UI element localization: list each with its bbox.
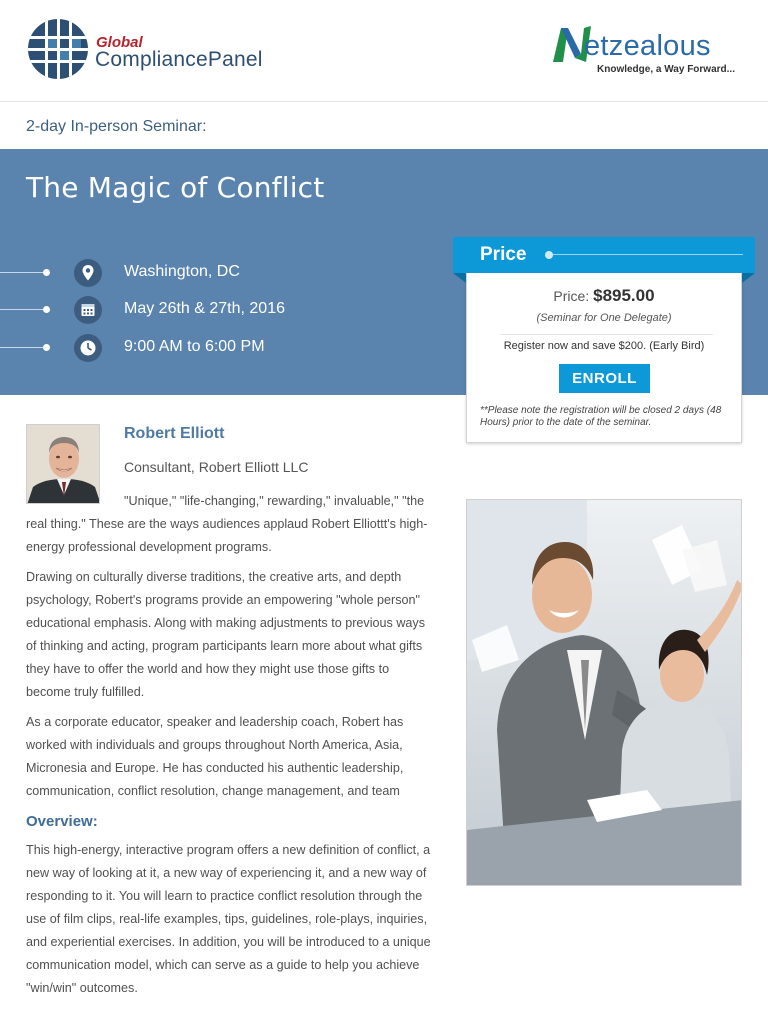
price-ribbon-line xyxy=(548,254,743,255)
price-ribbon xyxy=(453,237,755,273)
registration-disclaimer: **Please note the registration will be closed 2 days (48 Hours) prior to the date of the seminar. xyxy=(480,405,722,428)
overview-paragraph: This high-energy, interactive program offers a new definition of conflict, a new way of looking at it, a new way of experiencing it, and a new way of responding to it. You will learn to practice conflict resolution through the use of film clips, real-life examples, tips, guidelines, role-plays, inquiries, and experiential exercises. In addition, you will be introduced to a unique communication model, which can serve as a guide to help you achieve "win/win" outcomes. xyxy=(26,843,431,995)
timeline-line xyxy=(0,347,46,348)
seminar-type-label: 2-day In-person Seminar: xyxy=(26,118,207,135)
price-ribbon-fold-right xyxy=(742,273,755,283)
calendar-icon xyxy=(74,296,102,324)
seminar-title: The Magic of Conflict xyxy=(26,171,325,204)
dates-text: May 26th & 27th, 2016 xyxy=(124,300,285,317)
clock-icon xyxy=(74,334,102,362)
map-pin-icon xyxy=(74,259,102,287)
brand-panel-text: CompliancePanel xyxy=(95,48,263,71)
price-ribbon-dot xyxy=(545,251,553,259)
price-label: Price: xyxy=(553,288,590,304)
netzealous-tagline: Knowledge, a Way Forward... xyxy=(597,64,735,75)
early-bird-text: Register now and save $200. (Early Bird) xyxy=(503,340,705,352)
netzealous-logo[interactable] xyxy=(551,24,751,80)
price-ribbon-label: Price xyxy=(480,244,527,265)
price-card xyxy=(466,265,742,443)
timeline-line xyxy=(0,309,46,310)
timeline-line xyxy=(0,272,46,273)
location-text: Washington, DC xyxy=(124,263,240,280)
price-divider xyxy=(501,334,713,335)
overview-heading: Overview: xyxy=(26,813,98,830)
location-row xyxy=(0,259,420,287)
speaker-name: Robert Elliott xyxy=(124,425,225,442)
timeline-dot xyxy=(43,306,50,313)
global-compliance-panel-logo[interactable] xyxy=(26,17,276,83)
timeline-dot xyxy=(43,269,50,276)
price-value: $895.00 xyxy=(593,286,655,305)
timeline-dot xyxy=(43,344,50,351)
globe-logo-icon xyxy=(26,17,90,81)
time-text: 9:00 AM to 6:00 PM xyxy=(124,338,265,355)
price-ribbon-fold-left xyxy=(453,273,466,283)
price-amount xyxy=(467,286,741,306)
conflict-meeting-photo xyxy=(466,499,742,886)
speaker-bio-paragraph-3: As a corporate educator, speaker and leadership coach, Robert has worked with individuals and groups throughout North America, Asia, Micronesia and Europe. He has conducted his authentic leadership, communication, conflict resolution, change management, and team xyxy=(26,715,404,798)
speaker-bio-1-text: "Unique," "life-changing," rewarding," invaluable," "the real thing." These are the ways audiences applaud Robert Elliottt's high-energy professional development programs. xyxy=(26,494,428,554)
enroll-button[interactable]: ENROLL xyxy=(559,364,650,393)
speaker-role: Consultant, Robert Elliott LLC xyxy=(124,459,309,475)
netzealous-wordmark: etzealous xyxy=(584,30,711,62)
brand-global-text: Global xyxy=(96,34,143,51)
page-header xyxy=(0,0,768,102)
per-delegate-note: (Seminar for One Delegate) xyxy=(536,312,672,324)
speaker-bio-paragraph-1 xyxy=(26,490,436,559)
speaker-bio-paragraph-2: Drawing on culturally diverse traditions, the creative arts, and depth psychology, Robert's programs provide an empowering "whole person" educational emphasis. Along with making adjustments to previous ways of thinking and acting, program participants learn more about what gifts they have to offer the world and how they might use those gifts to become truly fulfilled. xyxy=(26,570,426,699)
time-row xyxy=(0,334,420,362)
date-row xyxy=(0,296,420,324)
